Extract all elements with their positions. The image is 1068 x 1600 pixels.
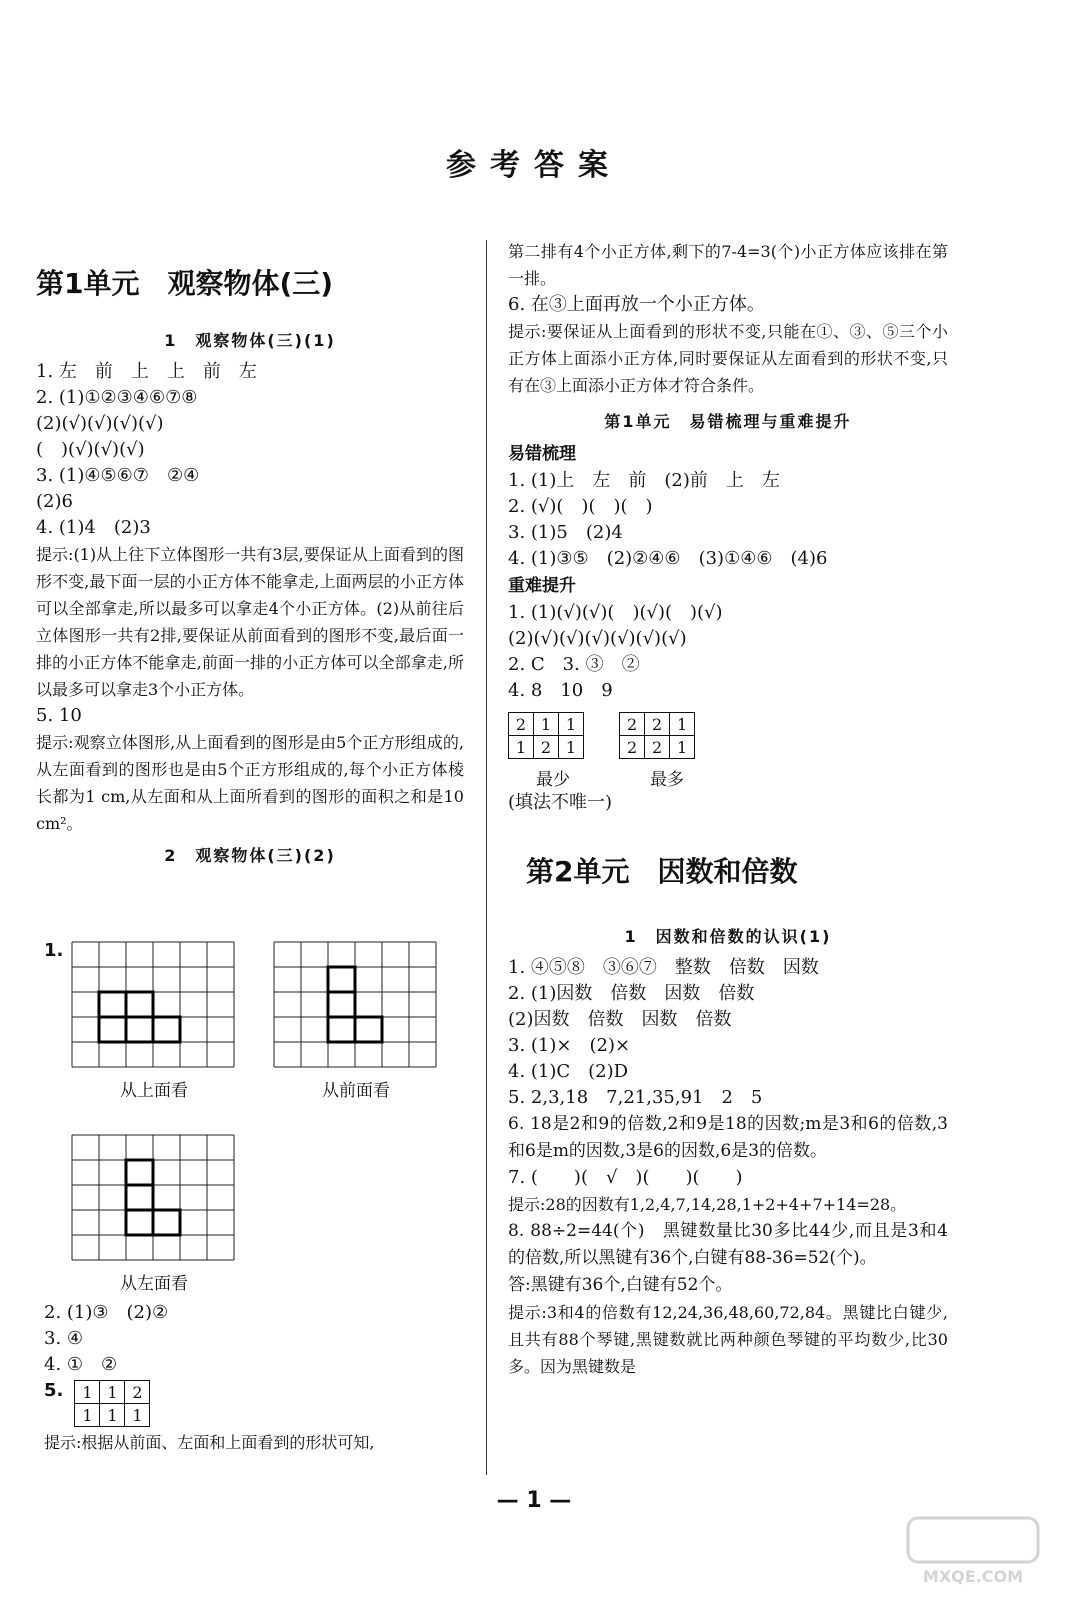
view-square bbox=[126, 1017, 153, 1042]
continued-text: 第二排有4个小正方体,剩下的7-4=3(个)小正方体应该排在第一排。 bbox=[508, 242, 948, 288]
answer-line: 1. (1)(√)(√)( )(√)( )(√) bbox=[508, 602, 723, 623]
answer-line: 2. (1)③ (2)② bbox=[44, 1302, 169, 1323]
view-square bbox=[126, 1210, 153, 1235]
answer-line: 5. 2,3,18 7,21,35,91 2 5 bbox=[508, 1087, 763, 1108]
answer-line: (2)6 bbox=[36, 491, 73, 512]
table-captions bbox=[536, 765, 948, 790]
hint-paragraph: 提示:观察立体图形,从上面看到的图形是由5个正方形组成的,从左面看到的图形也是由5个正方形组成的,每个小正方体棱长都为1 cm,从左面和从上面所看到的图形的面积之和是10 cm²。 bbox=[36, 733, 464, 833]
answer-line: 4. (1)③⑤ (2)②④⑥ (3)①④⑥ (4)6 bbox=[508, 548, 828, 569]
hint-paragraph: 提示:(1)从上往下立体图形一共有3层,要保证从上面看到的图形不变,最下面一层的小正方体不能拿走,上面两层的小正方体可以全部拿走,所以最多可以拿走4个小正方体。(2)从前往后立体图形一共有2排,要保证从前面看到的图形不变,最后面一排的小正方体不能拿走,前面一排的小正方体可以全部拿走,所以最多可以拿走3个小正方体。 bbox=[36, 545, 464, 699]
hint-paragraph: 提示:根据从前面、左面和上面看到的形状可知, bbox=[44, 1433, 375, 1452]
table-cell: 2 bbox=[645, 736, 670, 759]
view-square bbox=[126, 992, 153, 1017]
answer-line: 1. ④⑤⑧ ③⑥⑦ 整数 倍数 因数 bbox=[508, 957, 819, 978]
answer-line: 2. (√)( )( )( ) bbox=[508, 496, 653, 517]
grid-front-caption: 从前面看 bbox=[322, 1081, 390, 1101]
section2-title: 2 观察物体(三)(2) bbox=[164, 846, 336, 865]
answer-line: 4. (1)C (2)D bbox=[508, 1061, 629, 1082]
q5-number-table bbox=[74, 1380, 150, 1427]
watermark-text: MXQE.COM bbox=[922, 1567, 1024, 1586]
answer-paragraph: 6. 18是2和9的倍数,2和9是18的因数;m是3和6的倍数,3和6是m的因数,3是6的因数,6是3的倍数。 bbox=[508, 1114, 948, 1161]
table-cell: 2 bbox=[620, 713, 645, 736]
answer-line: 1. (1)上 左 前 (2)前 上 左 bbox=[508, 470, 780, 491]
table-cell: 1 bbox=[559, 713, 584, 736]
column-divider bbox=[486, 240, 487, 1475]
q5-row bbox=[44, 1380, 472, 1427]
answer-line: ( )(√)(√)(√) bbox=[36, 439, 145, 460]
watermark-logo bbox=[898, 1510, 1048, 1590]
subheading-errors: 易错梳理 bbox=[508, 444, 576, 464]
answer-line: 4. (1)4 (2)3 bbox=[36, 517, 151, 538]
grid-front-svg bbox=[272, 940, 440, 1070]
answer-line: (2)因数 倍数 因数 倍数 bbox=[508, 1009, 732, 1030]
unit1-title: 第1单元 观察物体(三) bbox=[36, 267, 334, 300]
table-cell: 2 bbox=[645, 713, 670, 736]
table-cell: 1 bbox=[100, 1381, 125, 1404]
answer-paragraph: 8. 88÷2=44(个) 黑键数量比30多比44少,而且是3和4的倍数,所以黑键有36个,白键有88-36=52(个)。 bbox=[508, 1221, 948, 1268]
view-square bbox=[99, 1017, 126, 1042]
grid-left-view bbox=[70, 1133, 238, 1294]
subheading-advanced: 重难提升 bbox=[508, 576, 576, 596]
min-max-tables bbox=[508, 712, 948, 759]
right-column bbox=[508, 238, 948, 1380]
table-cell: 2 bbox=[125, 1381, 150, 1404]
hint-paragraph: 提示:28的因数有1,2,4,7,14,28,1+2+4+7+14=28。 bbox=[508, 1195, 907, 1214]
review-title: 第1单元 易错梳理与重难提升 bbox=[604, 412, 852, 431]
view-square bbox=[153, 1210, 180, 1235]
table-cell: 2 bbox=[534, 736, 559, 759]
table-max bbox=[619, 712, 695, 759]
note: (填法不唯一) bbox=[508, 792, 613, 813]
answer-line: 2. (1)因数 倍数 因数 倍数 bbox=[508, 983, 755, 1004]
q1-label: 1. bbox=[44, 940, 64, 961]
view-square bbox=[153, 1017, 180, 1042]
grid-top-caption: 从上面看 bbox=[120, 1081, 188, 1101]
table-cell: 1 bbox=[509, 736, 534, 759]
caption-min: 最少 bbox=[536, 770, 570, 790]
grid-top-svg bbox=[70, 940, 238, 1070]
table-cell: 1 bbox=[75, 1381, 100, 1404]
answer-line: 6. 在③上面再放一个小正方体。 bbox=[508, 294, 765, 315]
page-number: — 1 — bbox=[496, 1488, 572, 1513]
view-square bbox=[99, 992, 126, 1017]
view-square bbox=[328, 992, 355, 1017]
view-square bbox=[328, 1017, 355, 1042]
table-cell: 1 bbox=[534, 713, 559, 736]
grid-top-view bbox=[70, 940, 238, 1101]
hint-paragraph: 提示:3和4的倍数有12,24,36,48,60,72,84。黑键比白键少,且共有88个琴键,黑键数就比两种颜色琴键的平均数少,比30多。因为黑键数是 bbox=[508, 1303, 948, 1376]
grid-front-view bbox=[272, 940, 440, 1101]
view-square bbox=[355, 1017, 382, 1042]
answer-line: 7. ( )( √ )( )( ) bbox=[508, 1167, 743, 1188]
left-column bbox=[36, 238, 464, 874]
section2-answers bbox=[44, 1300, 472, 1456]
answer-line: (2)(√)(√)(√)(√)(√)(√) bbox=[508, 628, 687, 649]
answer-line: 3. (1)× (2)× bbox=[508, 1035, 631, 1056]
table-cell: 2 bbox=[509, 713, 534, 736]
section1-title: 1 观察物体(三)(1) bbox=[164, 331, 336, 350]
view-square bbox=[328, 967, 355, 992]
answer-line: 3. ④ bbox=[44, 1328, 84, 1349]
table-cell: 1 bbox=[670, 713, 695, 736]
unit2-title: 第2单元 因数和倍数 bbox=[526, 855, 798, 888]
table-cell: 1 bbox=[670, 736, 695, 759]
answer-line: 2. (1)①②③④⑥⑦⑧ bbox=[36, 387, 198, 408]
answer-paragraph: 答:黑键有36个,白键有52个。 bbox=[508, 1275, 733, 1295]
grid-left-caption: 从左面看 bbox=[120, 1274, 188, 1294]
answer-line: 3. (1)5 (2)4 bbox=[508, 522, 623, 543]
page-title: 参考答案 bbox=[446, 148, 622, 183]
table-cell: 1 bbox=[559, 736, 584, 759]
answer-line: 1. 左 前 上 上 前 左 bbox=[36, 361, 257, 382]
answer-line: 4. 8 10 9 bbox=[508, 680, 613, 701]
answer-line: (2)(√)(√)(√)(√) bbox=[36, 413, 164, 434]
caption-max: 最多 bbox=[650, 770, 684, 790]
table-cell: 2 bbox=[620, 736, 645, 759]
answer-line: 5. 10 bbox=[36, 705, 82, 726]
section3-title: 1 因数和倍数的认识(1) bbox=[624, 927, 832, 946]
answer-line: 2. C 3. ③ ② bbox=[508, 654, 640, 675]
view-square bbox=[126, 1185, 153, 1210]
table-min bbox=[508, 712, 584, 759]
view-square bbox=[126, 1160, 153, 1185]
table-cell: 1 bbox=[125, 1404, 150, 1427]
table-cell: 1 bbox=[75, 1404, 100, 1427]
table-cell: 1 bbox=[100, 1404, 125, 1427]
answer-line: 4. ① ② bbox=[44, 1354, 118, 1375]
hint-paragraph: 提示:要保证从上面看到的形状不变,只能在①、③、⑤三个小正方体上面添小正方体,同时要保证从左面看到的形状不变,只有在③上面添小正方体才符合条件。 bbox=[508, 322, 948, 395]
q5-label: 5. bbox=[44, 1380, 64, 1401]
answer-line: 3. (1)④⑤⑥⑦ ②④ bbox=[36, 465, 200, 486]
grid-left-svg bbox=[70, 1133, 238, 1263]
